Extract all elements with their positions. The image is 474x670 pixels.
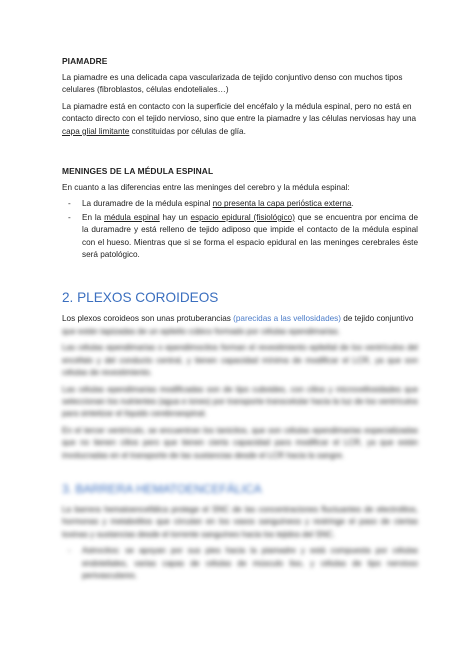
plexos-paragraph-3: Las células ependimarias modificadas son de tipo cuboides, con cilios y microvellosidades que seleccionan los nutrientes (agua e iones) por transporte transcelular hacia la luz de los ventrículos para sintetizar el líquido cerebroespinal. — [62, 384, 418, 419]
highlighted-phrase: (parecidas a las vellosidades) — [233, 314, 341, 324]
page-content — [62, 56, 418, 583]
text-run: Los plexos coroideos son unas protuberancias — [62, 314, 234, 324]
meninges-list — [62, 198, 418, 261]
meninges-intro: En cuanto a las diferencias entre las meninges del cerebro y la médula espinal: — [62, 183, 350, 193]
plexos-paragraph-2: Las células ependimarias o ependimocitos forman el revestimiento epitelial de los ventrículos del encéfalo y del conducto central, y tienen capacidad mínima de modificar el LCR, ya que son células de revestimiento. — [62, 343, 418, 378]
underlined-term: no presenta la capa periόstica externa — [212, 199, 352, 209]
plexos-paragraph-4: En el tercer ventrículo, se encuentran los tanicitos, que son células ependimarias especializadas que no tienen cilios pero que tienen cierta capacidad para modificar el LCR, ya que están involucradas en el transporte de las sustancias desde el LCR hacia la sangre. — [62, 425, 418, 460]
plexos-heading: 2. PLEXOS COROIDEOS — [62, 290, 219, 306]
list-item: - Astrocitos: se apoyan por sus pies hacia la piamadre y está compuesta por células endoteliales, varias capas de células de músculo liso, y células de tipo nervioso perivasculares. — [68, 546, 418, 580]
meninges-heading: MENINGES DE LA MÉDULA ESPINAL — [62, 166, 214, 177]
text-run: que se encuentra por encima de la duramadre y está relleno de tejido adiposo que impide el contacto de la médula espinal con el hueso. Mientras que si se forma el espacio epidural en las meninges cerebrales éste será patológico. — [82, 212, 419, 260]
underlined-term: capa glial limitante — [62, 126, 130, 136]
piamadre-heading: PIAMADRE — [62, 56, 108, 66]
piamadre-paragraph-1: La piamadre es una delicada capa vascularizada de tejido conjuntivo denso con muchos tipos celulares (fibroblastos, células endoteliales…) — [62, 73, 403, 95]
text-run: En la — [82, 212, 105, 222]
piamadre-paragraph-2 — [62, 101, 418, 138]
blurred-text: que están tapizadas de un epitelio cúbico formado por células ependimarias. — [62, 326, 341, 336]
text-run: Astrocitos: se apoyan por sus pies hacia la piamadre y está compuesta por células endoteliales, varias capas de células de músculo liso, y células de tipo nervioso perivasculares. — [82, 546, 418, 580]
barrera-heading: 3. BARRERA HEMATOENCEFÁLICA — [62, 481, 262, 496]
text-run: de tejido conjuntivo — [341, 314, 414, 324]
text-run: La piamadre está en contacto con la superficie del encéfalo y la médula espinal, pero no está en contacto directo con el tejido nervioso, sino que entre la piamadre y las células nerviosas hay una — [62, 101, 417, 124]
underlined-term: médula espinal — [104, 212, 160, 222]
text-run: constituidas por células de glía. — [129, 126, 246, 136]
barrera-list — [62, 545, 418, 582]
underlined-term: espacio epidural (fisiológico) — [190, 212, 295, 222]
text-run: hay un — [159, 212, 191, 222]
plexos-paragraph-1 — [62, 313, 418, 338]
list-item: - En la médula espinal hay un espacio epidural (fisiológico) que se encuentra por encima de la duramadre y está relleno de tejido adiposo que impide el contacto de la médula espinal con el hueso. Mientras que si se forma el espacio epidural en las meninges cerebrales éste será patológico. — [68, 212, 419, 260]
text-run: La duramadre de la médula espinal — [82, 199, 213, 209]
barrera-paragraph-1: La barrera hematoencefálica protege el SNC de las concentraciones fluctuantes de electrolitos, hormonas y metabolitos que circulan en los vasos sanguíneos y restringe el paso de ciertas toxinas y sustancias desde el torrente sanguíneo hacia los tejidos del SNC. — [62, 504, 418, 539]
text-run: . — [351, 199, 354, 209]
list-item: - La duramadre de la médula espinal no presenta la capa periόstica externa. — [68, 199, 354, 209]
